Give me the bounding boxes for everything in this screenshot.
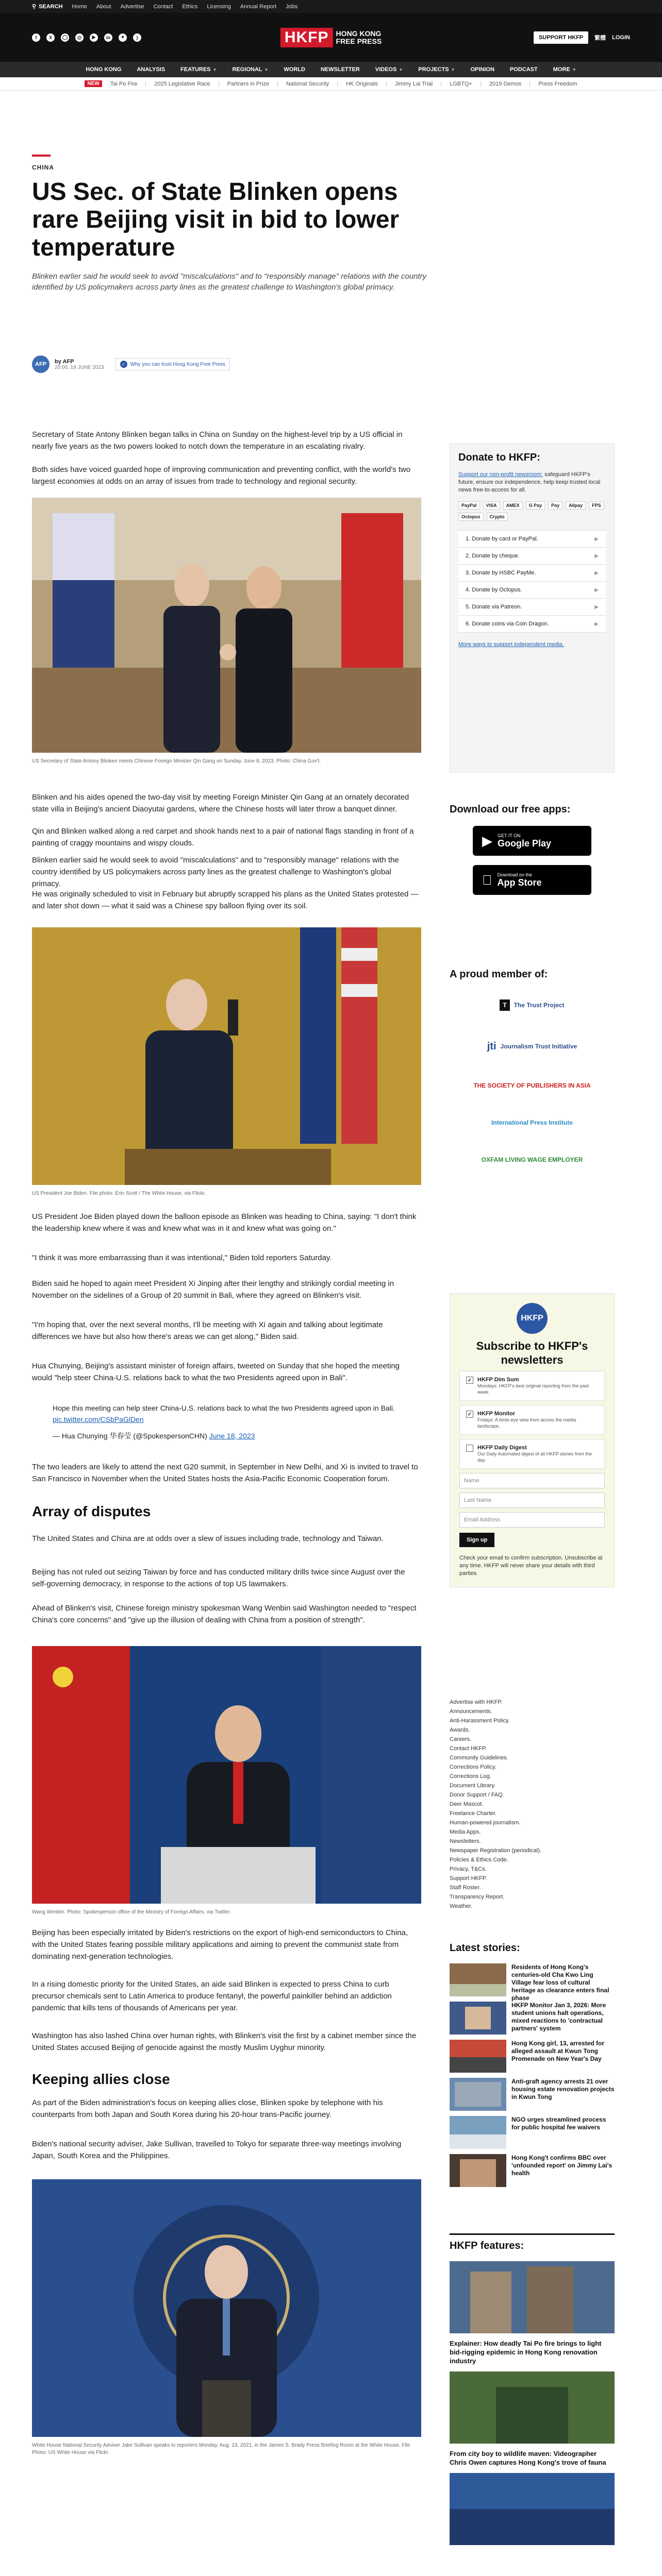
- donate-option-label: 6. Donate coins via Coin Dragon.: [466, 621, 549, 627]
- nav-item[interactable]: [180, 66, 217, 73]
- section-heading-allies: Keeping allies close: [32, 2071, 170, 2087]
- paragraph-text: US President Joe Biden played down the balloon episode as Blinken was heading to China, saying: "I don't think the leadership knew where it was and knew what was in it and knew what was going on.": [32, 1212, 417, 1233]
- site-link[interactable]: Careers.: [450, 1736, 472, 1742]
- site-link[interactable]: Contact HKFP.: [450, 1745, 487, 1752]
- paragraph: [32, 791, 421, 815]
- payment-logo: PayPal: [458, 501, 480, 510]
- nav-item[interactable]: [86, 66, 121, 73]
- trust-project-icon: T: [500, 999, 509, 1011]
- story-title: Hong Kong girl, 13, arrested for alleged assault at Kwun Tong Promenade on New Year's Day: [511, 2040, 605, 2062]
- payment-logo: Pay: [548, 501, 562, 510]
- paragraph: [32, 2097, 421, 2121]
- rss-icon[interactable]: ): [133, 33, 141, 42]
- trust-badge[interactable]: [115, 358, 230, 370]
- nav-label: HONG KONG: [86, 66, 122, 73]
- site-link[interactable]: Freelance Charter.: [450, 1810, 497, 1817]
- shield-icon: ✓: [120, 361, 127, 368]
- donate-option[interactable]: [458, 582, 606, 599]
- story-item[interactable]: [450, 1963, 615, 2002]
- topic-link[interactable]: Tai Po Fire: [110, 80, 138, 87]
- x-icon[interactable]: X: [46, 33, 55, 42]
- donate-option-label: 1. Donate by card or PayPal.: [466, 536, 538, 542]
- apple-icon: [482, 872, 492, 888]
- newsletter-box: [450, 1293, 615, 1587]
- paragraph-text: "I think it was more embarrassing than it was intentional," Biden told reporters Saturday.: [32, 1253, 332, 1262]
- paragraph: [32, 1461, 421, 1485]
- donate-option[interactable]: [458, 565, 606, 582]
- logo-text: [336, 30, 382, 45]
- member-section: [450, 969, 615, 1174]
- story-item[interactable]: [450, 2078, 615, 2111]
- donate-option[interactable]: [458, 531, 606, 548]
- logo-line-2: FREE PRESS: [336, 37, 382, 45]
- newsletter-name: HKFP Daily Digest: [477, 1445, 527, 1451]
- feature-item[interactable]: [450, 2473, 615, 2548]
- photo-jake-sullivan[interactable]: [32, 2179, 421, 2437]
- site-link[interactable]: Policies & Ethics Code.: [450, 1857, 508, 1863]
- login-link[interactable]: LOGIN: [612, 34, 630, 41]
- topbar-link[interactable]: About: [96, 3, 111, 10]
- figure-caption: White House National Security Adviser Jake Sullivan speaks to reporters Monday, Aug. 23, 2021, in the James S. Brady Press Briefing Room at the White House. File Photo: US White House via Flickr.: [32, 2443, 410, 2455]
- newsletter-option-text: [477, 1377, 598, 1395]
- language-switch[interactable]: 繁體: [594, 35, 606, 41]
- article-lede: Blinken earlier said he would seek to avoid "miscalculations" and to "responsibly manage" relations with the country identified by US policymakers across party lines as the greatest challenge to Washington's global primacy.: [32, 272, 427, 292]
- site-link[interactable]: Transparency Report.: [450, 1894, 504, 1900]
- divider: [529, 81, 530, 87]
- story-title: Hong Kong't confirms BBC over 'unfounded report' on Jimmy Lai's health: [511, 2154, 613, 2177]
- embedded-tweet: [53, 1402, 413, 1442]
- store-small: GET IT ON: [498, 833, 521, 838]
- linkedin-icon[interactable]: in: [104, 33, 112, 42]
- nav-item[interactable]: [375, 66, 403, 73]
- nav-label: ANALYSIS: [137, 66, 166, 73]
- chevron-right-icon: ▶: [594, 570, 599, 576]
- site-logo[interactable]: [280, 28, 382, 47]
- site-link[interactable]: Media Apps.: [450, 1829, 481, 1835]
- paragraph-text: Secretary of State Antony Blinken began talks in China on Sunday on the highest-level trip by a US official in nearly five years as the two powers looked to notch down the temperature in an escalating rivalry.: [32, 430, 403, 451]
- member-name: Journalism Trust Initiative: [500, 1043, 577, 1050]
- topbar-link[interactable]: Ethics: [182, 3, 198, 10]
- topic-link[interactable]: Jimmy Lai Trial: [394, 80, 433, 87]
- topbar-link[interactable]: Licensing: [207, 3, 231, 10]
- story-thumbnail: [450, 2154, 506, 2187]
- support-button[interactable]: SUPPORT HKFP: [534, 31, 588, 44]
- donate-option-label: 5. Donate via Patreon.: [466, 604, 522, 610]
- story-title: HKFP Monitor Jan 3, 2026: More student unions halt operations, mixed reactions to 'contractual partners' system: [511, 2002, 606, 2032]
- latest-heading: Latest stories:: [450, 1942, 520, 1954]
- byline-by: by: [55, 358, 63, 365]
- payment-logo: Alipay: [566, 501, 586, 510]
- site-link[interactable]: Community Guidelines.: [450, 1755, 508, 1761]
- paragraph: [32, 1252, 421, 1264]
- byline-text: [55, 359, 104, 370]
- topbar-link[interactable]: Jobs: [286, 3, 298, 10]
- photo-biden[interactable]: [32, 927, 421, 1185]
- paragraph-text: Blinken and his aides opened the two-day visit by meeting Foreign Minister Qin Gang at an ornately decorated state villa in Beijing's ancient Diaoyutai gardens, where the Chinese hosts will later throw a banquet dinner.: [32, 793, 409, 814]
- checkbox-checked-icon: ✓: [466, 1411, 473, 1418]
- topic-link[interactable]: 2025 Legislative Race: [154, 80, 210, 87]
- search-icon: ⚲: [32, 4, 37, 10]
- divider: [277, 81, 278, 87]
- story-item[interactable]: [450, 2154, 615, 2187]
- topbar-link[interactable]: Annual Report: [240, 3, 277, 10]
- donate-option[interactable]: [458, 548, 606, 565]
- instagram-icon[interactable]: ◯: [61, 33, 69, 42]
- paragraph-text: Beijing has not ruled out seizing Taiwan by force and has conducted military drills twice since August over the self-governing democracy, in response to the actions of top US lawmakers.: [32, 1568, 405, 1588]
- paragraph-text: As part of the Biden administration's focus on keeping allies close, Blinken spoke by telephone with his counterparts from both Japan and South Korea during his 20-hour trans-Pacific journey.: [32, 2098, 383, 2119]
- paragraph: [32, 1566, 421, 1590]
- story-item[interactable]: [450, 2116, 615, 2149]
- author-name: [55, 359, 104, 365]
- store-badge-text: [487, 872, 542, 888]
- search-link[interactable]: ⚲ SEARCH: [32, 3, 63, 10]
- paragraph: [32, 1602, 421, 1626]
- main-nav: [0, 62, 662, 77]
- paragraph: [32, 2138, 421, 2162]
- tweet-body: Hope this meeting can help steer China-U.S. relations back to what the two Presidents agreed upon in Bali.: [53, 1404, 395, 1412]
- paragraph-text: Biden said he hoped to again meet President Xi Jinping after their lengthy and strikingly cordial meeting in November on the sidelines of a Group of 20 summit in Bali, where they agreed on Blinken's visit.: [32, 1279, 394, 1300]
- feature-title: Explainer: How deadly Tai Po fire brings to light bid-rigging epidemic in Hong Kong renovation industry: [450, 2340, 602, 2365]
- chevron-down-icon: ▼: [264, 67, 269, 72]
- section-heading-disputes: Array of disputes: [32, 1503, 151, 1519]
- newsletter-option-daily-digest[interactable]: [459, 1439, 605, 1469]
- newsletter-logo: HKFP: [517, 1303, 548, 1334]
- newsletter-note: Check your email to confirm subscription. Unsubscribe at any time. HKFP will never share your details with third parties.: [459, 1555, 603, 1577]
- nav-item[interactable]: [232, 66, 268, 73]
- topbar-link[interactable]: Home: [72, 3, 87, 10]
- nav-item[interactable]: [510, 66, 538, 73]
- feature-title: From city boy to wildlife maven: Videographer Chris Owen captures Hong Kong's trove of fauna: [450, 2450, 606, 2466]
- payment-logo: AMEX: [503, 501, 523, 510]
- google-play-button[interactable]: [473, 826, 615, 856]
- bluesky-icon[interactable]: ✦: [119, 33, 127, 42]
- nav-item[interactable]: [418, 66, 455, 73]
- topic-link[interactable]: 2019 Demos: [489, 80, 522, 87]
- trust-label: Why you can trust Hong Kong Free Press: [130, 361, 226, 367]
- nav-label: WORLD: [284, 66, 305, 73]
- paragraph: [32, 2030, 421, 2054]
- site-link[interactable]: Anti-Harassment Policy.: [450, 1718, 510, 1724]
- member-logo-sopa[interactable]: [450, 1071, 615, 1100]
- photo-blinken-qin[interactable]: [32, 498, 421, 753]
- member-heading: A proud member of:: [450, 969, 548, 980]
- newsletter-option-text: [477, 1445, 598, 1463]
- paragraph-text: Beijing has been especially irritated by Biden's restrictions on the export of high-end semiconductors to China, with the United States fearing possible military applications and aiming to prevent the communist state from dominating next-generation technologies.: [32, 1928, 408, 1961]
- name-input[interactable]: Name: [459, 1473, 605, 1488]
- google-play-icon: ▶: [482, 833, 492, 849]
- payment-logo: FPS: [589, 501, 604, 510]
- payment-logo: Octopus: [458, 513, 484, 521]
- member-name: THE SOCIETY OF PUBLISHERS IN ASIA: [473, 1082, 591, 1089]
- member-logo-ipi[interactable]: [450, 1108, 615, 1137]
- accent-line: [32, 155, 51, 157]
- logo-mark: HKFP: [280, 28, 333, 47]
- topbar-link[interactable]: Contact: [153, 3, 173, 10]
- donate-text-link[interactable]: Support our non-profit newsroom:: [458, 471, 543, 478]
- story-title: Residents of Hong Kong's centuries-old Cha Kwo Ling Village fear loss of cultural heritage as clearance enters final phase: [511, 1963, 609, 2002]
- nav-label: OPINION: [470, 66, 494, 73]
- threads-icon[interactable]: @: [75, 33, 84, 42]
- newsletter-name: HKFP Monitor: [477, 1411, 516, 1417]
- chevron-right-icon: ▶: [594, 604, 599, 610]
- paragraph: [32, 1978, 421, 2014]
- facebook-icon[interactable]: f: [32, 33, 40, 42]
- member-logo-jti[interactable]: [450, 1032, 615, 1061]
- feature-image: [450, 2261, 615, 2333]
- paragraph-text: Biden's national security adviser, Jake Sullivan, travelled to Tokyo for separate three-way meetings involving Japan, South Korea and the Philippines.: [32, 2140, 402, 2160]
- feature-image: [450, 2473, 615, 2545]
- story-thumbnail: [450, 2116, 506, 2149]
- paragraph: [32, 854, 421, 890]
- paragraph: [32, 1533, 421, 1545]
- paragraph: [32, 888, 421, 912]
- paragraph-text: He was originally scheduled to visit in February but abruptly scrapped his plans as the United States protested — and later shot down — what it said was a Chinese spy balloon flying over its soil.: [32, 890, 419, 910]
- top-bar: [0, 0, 662, 13]
- payment-logo: Crypto: [487, 513, 508, 521]
- story-thumbnail: [450, 1963, 506, 1996]
- site-link[interactable]: Corrections Policy.: [450, 1764, 496, 1770]
- more-ways-link[interactable]: More ways to support independent media.: [458, 641, 564, 648]
- newsletter-desc: Fridays: A birds-eye view from across the media landscape.: [477, 1417, 576, 1429]
- checkbox-icon: [466, 1445, 473, 1452]
- author-link[interactable]: AFP: [62, 358, 74, 365]
- topic-bar: [0, 77, 662, 91]
- store-badge: [473, 865, 591, 895]
- nav-label: PODCAST: [509, 66, 538, 73]
- story-title: NGO urges streamlined process for public hospital fee waivers: [511, 2116, 606, 2131]
- store-big: Google Play: [498, 838, 552, 849]
- paragraph: [32, 464, 421, 487]
- page-title: US Sec. of State Blinken opens rare Beijing visit in bid to lower temperature: [32, 178, 400, 261]
- figure-caption: US President Joe Biden. File photo: Erin Scott / The White House, via Flickr.: [32, 1191, 206, 1196]
- donate-box: [450, 443, 615, 773]
- story-thumbnail: [450, 2040, 506, 2073]
- paragraph-text: Ahead of Blinken's visit, Chinese foreign ministry spokesman Wang Wenbin said Washington needed to "respect China's core concerns" and "give up the illusion of dealing with China from a position of strength".: [32, 1604, 417, 1624]
- chevron-right-icon: ▶: [594, 536, 599, 542]
- paragraph-text: Blinken earlier said he would seek to avoid "miscalculations" and to "responsibly manage" relations with the country identified by US policymakers across party lines as the greatest challenge to Washington's global primacy.: [32, 856, 399, 888]
- member-name: OXFAM LIVING WAGE EMPLOYER: [481, 1156, 583, 1163]
- figure-wang-wenbin: [32, 1646, 421, 1916]
- tweet-text: [53, 1402, 413, 1425]
- story-thumbnail: [450, 2078, 506, 2111]
- site-links: [450, 1698, 615, 1911]
- member-logo-trust-project[interactable]: [450, 991, 615, 1020]
- feature-image: [450, 2371, 615, 2444]
- byline: [32, 355, 230, 373]
- paragraph-text: Both sides have voiced guarded hope of improving communication and preventing conflict, with the world's two largest economies at odds on an array of issues from trade to technology and regional security.: [32, 465, 411, 486]
- donate-description: safeguard HKFP's future, ensure our independence, help keep trusted local news free-to-access for all.: [458, 471, 601, 493]
- feature-item[interactable]: [450, 2371, 615, 2467]
- photo-wang-wenbin[interactable]: [32, 1646, 421, 1904]
- member-name: International Press Institute: [491, 1119, 573, 1126]
- jti-icon: jti: [487, 1040, 496, 1052]
- nav-label: FEATURES: [180, 66, 211, 73]
- nav-label: MORE: [553, 66, 570, 73]
- chevron-right-icon: ▶: [594, 553, 599, 559]
- nav-label: REGIONAL: [232, 66, 262, 73]
- topbar-link[interactable]: Advertise: [120, 3, 144, 10]
- tweet-attribution: [53, 1430, 413, 1442]
- donate-heading: Donate to HKFP:: [458, 452, 540, 463]
- donate-option-label: 3. Donate by HSBC PayMe.: [466, 570, 536, 576]
- new-badge: NEW: [85, 80, 102, 87]
- site-link[interactable]: Corrections Log.: [450, 1773, 491, 1780]
- site-link[interactable]: Awards.: [450, 1727, 470, 1733]
- paragraph: [32, 825, 421, 849]
- newsletter-heading: Subscribe to HKFP's newsletters: [476, 1340, 588, 1366]
- donate-text: [458, 471, 606, 494]
- newsletter-desc: Our Daily Automated digest of all HKFP stories from the day.: [477, 1451, 592, 1463]
- nav-label: PROJECTS: [418, 66, 449, 73]
- donate-option[interactable]: [458, 599, 606, 616]
- chevron-down-icon: ▼: [451, 67, 455, 72]
- paragraph: [32, 1360, 421, 1384]
- chevron-down-icon: ▼: [572, 67, 576, 72]
- site-link[interactable]: Human-powered journalism.: [450, 1820, 521, 1826]
- nav-item[interactable]: [321, 66, 360, 73]
- latest-stories: [450, 1942, 615, 2187]
- site-link[interactable]: Donor Support / FAQ.: [450, 1792, 504, 1798]
- nav-item[interactable]: [553, 66, 576, 73]
- paragraph: [32, 1927, 421, 1962]
- hkfp-features: [450, 2233, 615, 2548]
- donate-option-label: 4. Donate by Octopus.: [466, 587, 522, 593]
- tweet-link[interactable]: pic.twitter.com/CSbPaGlDen: [53, 1415, 144, 1423]
- donate-options: [458, 530, 606, 633]
- features-heading: HKFP features:: [450, 2233, 615, 2252]
- divider: [386, 81, 387, 87]
- donate-option-label: 2. Donate by cheque.: [466, 553, 520, 559]
- app-store-button[interactable]: [473, 865, 615, 895]
- story-item[interactable]: [450, 2002, 615, 2035]
- story-thumbnail: [450, 2002, 506, 2035]
- topic-link[interactable]: LGBTQ+: [450, 80, 472, 87]
- checkbox-checked-icon: ✓: [466, 1377, 473, 1384]
- site-link[interactable]: Staff Roster.: [450, 1885, 481, 1891]
- topic-link[interactable]: HK Originals: [346, 80, 378, 87]
- chevron-right-icon: ▶: [594, 587, 599, 593]
- chevron-down-icon: ▼: [212, 67, 217, 72]
- payment-methods: [458, 501, 606, 521]
- site-link[interactable]: Advertise with HKFP.: [450, 1699, 503, 1705]
- payment-logo: VISA: [483, 501, 500, 510]
- site-link[interactable]: Privacy, T&Cs.: [450, 1866, 487, 1872]
- story-title: Anti-graft agency arrests 21 over housing estate renovation projects in Kwun Tong: [511, 2078, 615, 2100]
- site-link[interactable]: Newsletters.: [450, 1838, 481, 1844]
- figure-caption: US Secretary of State Antony Blinken meets Chinese Foreign Minister Qin Gang on Sunday, June 8, 2023. Photo: China Gov't.: [32, 758, 321, 764]
- store-small: Download on the: [487, 872, 522, 877]
- member-logo-oxfam[interactable]: [450, 1145, 615, 1174]
- donate-option[interactable]: [458, 616, 606, 633]
- payment-logo: G Pay: [526, 501, 545, 510]
- figure-jake-sullivan: [32, 2179, 421, 2456]
- store-badge-text: [498, 833, 551, 849]
- logo-line-1: HONG KONG: [336, 29, 382, 38]
- store-big: App Store: [487, 877, 532, 888]
- paragraph-text: In a rising domestic priority for the United States, an aide said Blinken is expected to press China to curb precursor chemicals sent to Latin America to produce fentanyl, the powerful painkiller behind an addiction pandemic that kills tens of thousands of Americans per year.: [32, 1980, 392, 2012]
- avatar: AFP: [32, 355, 49, 373]
- figure-blinken-qin: [32, 498, 421, 765]
- apps-section: [450, 804, 615, 895]
- divider: [145, 81, 146, 87]
- last-name-input[interactable]: Last Name: [459, 1493, 605, 1508]
- nav-label: NEWSLETTER: [320, 66, 360, 73]
- site-link[interactable]: Deer Mascot.: [450, 1801, 484, 1807]
- tweet-author: — Hua Chunying 华春莹 (@SpokespersonCHN): [53, 1432, 207, 1440]
- paragraph-text: Hua Chunying, Beijing's assistant minister of foreign affairs, tweeted on Sunday that she hoped the meeting would "help steer China-U.S. relations back to what the two Presidents agreed upon in Bali".: [32, 1362, 400, 1382]
- signup-button[interactable]: Sign up: [459, 1533, 494, 1547]
- newsletter-desc: Mondays: HKFP's best original reporting from the past week.: [477, 1383, 589, 1395]
- article-header: [32, 155, 434, 293]
- paragraph-text: Qin and Blinken walked along a red carpet and shook hands next to a pair of national flags standing in front of a painting of craggy mountains and wispy clouds.: [32, 827, 414, 848]
- paragraph: [32, 429, 421, 452]
- feature-item[interactable]: [450, 2261, 615, 2365]
- category-label[interactable]: CHINA: [32, 164, 54, 171]
- divider: [337, 81, 338, 87]
- newsletter-option-monitor[interactable]: [459, 1405, 605, 1435]
- story-item[interactable]: [450, 2040, 615, 2073]
- newsletter-option-text: [477, 1411, 598, 1429]
- topic-link[interactable]: Partners in Prize: [227, 80, 269, 87]
- newsletter-name: HKFP Dim Sum: [477, 1377, 519, 1383]
- paragraph-text: Washington has also lashed China over human rights, with Blinken's visit the first by a cabinet member since the United States accused Beijing of genocide against the mostly Muslim Uyghur minority.: [32, 2031, 417, 2052]
- email-input[interactable]: Email Address: [459, 1512, 605, 1528]
- youtube-icon[interactable]: ▶: [90, 33, 98, 42]
- paragraph-text: "I'm hoping that, over the next several months, I'll be meeting with Xi again and talking about legitimate differences we have but also how there's areas we can get along," Biden said.: [32, 1320, 383, 1341]
- tweet-date-link[interactable]: June 18, 2023: [209, 1432, 255, 1440]
- newsletter-logo-wrap: [459, 1303, 605, 1334]
- paragraph-text: The United States and China are at odds over a slew of issues including trade, technology and Taiwan.: [32, 1534, 384, 1543]
- site-link[interactable]: Newspaper Registration (periodical).: [450, 1848, 541, 1854]
- paragraph: [32, 1319, 421, 1343]
- site-link[interactable]: Support HKFP.: [450, 1875, 487, 1882]
- social-links: [32, 33, 141, 42]
- newsletter-option-dim-sum[interactable]: [459, 1371, 605, 1401]
- nav-item[interactable]: [284, 66, 305, 73]
- nav-label: VIDEOS: [375, 66, 397, 73]
- topic-link[interactable]: National Security: [286, 80, 329, 87]
- figure-biden: [32, 927, 421, 1197]
- paragraph: [32, 1211, 421, 1234]
- site-link[interactable]: Weather.: [450, 1903, 472, 1909]
- apps-heading: Download our free apps:: [450, 804, 571, 815]
- site-link[interactable]: Announcements.: [450, 1708, 492, 1715]
- nav-item[interactable]: [470, 66, 494, 73]
- store-badge: [473, 826, 591, 856]
- publish-date: 20:00, 18 JUNE 2023: [55, 364, 104, 370]
- site-link[interactable]: Document Library.: [450, 1783, 496, 1789]
- header-actions: [534, 31, 630, 44]
- paragraph: [32, 1278, 421, 1301]
- figure-caption: Wang Wenbin. Photo: Spokesperson office of the Ministry of Foreign Affairs, via Twitter.: [32, 1909, 231, 1915]
- nav-item[interactable]: [137, 66, 165, 73]
- paragraph-text: The two leaders are likely to attend the next G20 summit, in September in New Delhi, and Xi is invited to travel to San Francisco in November when the United States hosts the Asia-Pacific Economic Cooperation forum.: [32, 1463, 418, 1483]
- chevron-right-icon: ▶: [594, 621, 599, 627]
- topic-link[interactable]: Press Freedom: [538, 80, 577, 87]
- site-header: [0, 13, 662, 62]
- member-name: The Trust Project: [514, 1002, 565, 1009]
- chevron-down-icon: ▼: [399, 67, 403, 72]
